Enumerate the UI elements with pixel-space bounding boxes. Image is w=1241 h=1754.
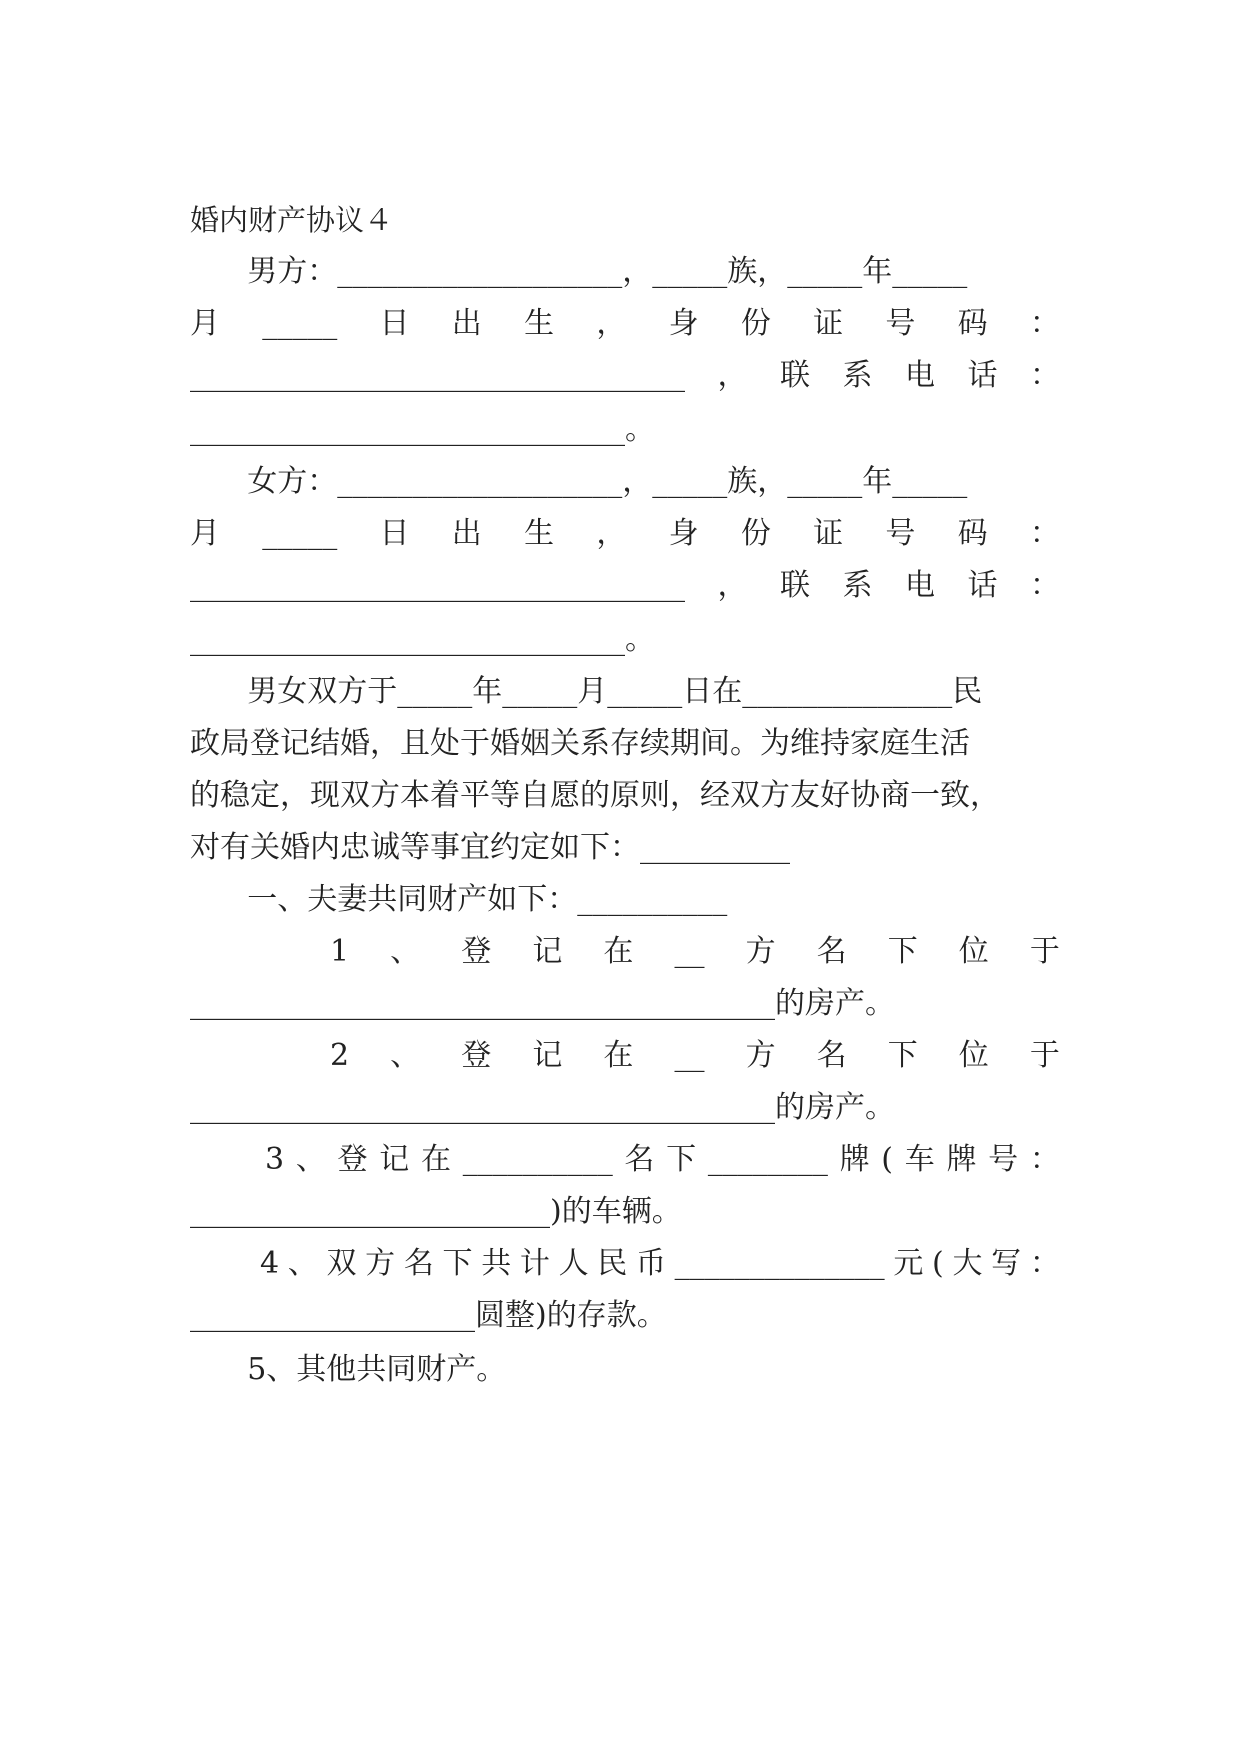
text-token: ( bbox=[932, 1246, 944, 1281]
text-token: _________________________________ bbox=[190, 358, 685, 393]
item-2-continued: _______________________________________的房产。 bbox=[190, 1090, 895, 1125]
text-token: ： bbox=[1029, 1246, 1060, 1281]
text-token: 份 bbox=[740, 516, 771, 551]
text-token: 名 bbox=[624, 1142, 655, 1177]
text-token: 话 bbox=[967, 358, 998, 393]
text-token: __ bbox=[674, 1038, 705, 1073]
text-token: 名 bbox=[816, 1038, 847, 1073]
female-party-line-2 bbox=[190, 514, 1060, 554]
item-3-line bbox=[265, 1140, 1060, 1180]
text-token: ： bbox=[1029, 1142, 1060, 1177]
text-token: 于 bbox=[1029, 934, 1060, 969]
text-token: _________________________________ bbox=[190, 568, 685, 603]
text-token: 在 bbox=[603, 1038, 634, 1073]
marriage-line-2: 政局登记结婚，且处于婚姻关系存续期间。为维持家庭生活 bbox=[190, 726, 970, 761]
text-token: ______________ bbox=[674, 1246, 885, 1281]
text-token: 下 bbox=[666, 1142, 697, 1177]
text-token: 元 bbox=[893, 1246, 924, 1281]
text-token: 于 bbox=[1029, 1038, 1060, 1073]
text-token: 名 bbox=[816, 934, 847, 969]
text-token: 下 bbox=[887, 1038, 918, 1073]
text-token: 大 bbox=[952, 1246, 983, 1281]
text-token: ： bbox=[1030, 358, 1060, 393]
text-token: 联 bbox=[780, 358, 810, 393]
text-token: 双 bbox=[326, 1246, 357, 1281]
text-token: __ bbox=[674, 934, 705, 969]
text-token: 计 bbox=[519, 1246, 550, 1281]
text-token: ： bbox=[1029, 306, 1060, 341]
text-token: 下 bbox=[887, 934, 918, 969]
text-token: 车 bbox=[904, 1142, 935, 1177]
text-token: 民 bbox=[597, 1246, 628, 1281]
document-title: 婚内财产协议４ bbox=[190, 203, 394, 237]
female-party-line-3 bbox=[190, 566, 1060, 606]
text-token: 生 bbox=[524, 306, 555, 341]
text-token: ________ bbox=[707, 1142, 828, 1177]
item-1-line bbox=[330, 932, 1060, 972]
text-token: 联 bbox=[780, 568, 810, 603]
text-token: ( bbox=[881, 1142, 893, 1177]
text-token: 记 bbox=[532, 934, 563, 969]
text-token: 生 bbox=[524, 516, 555, 551]
text-token: 名 bbox=[403, 1246, 434, 1281]
text-token: 人 bbox=[558, 1246, 589, 1281]
text-token: 、 bbox=[287, 1246, 318, 1281]
text-token: 、 bbox=[390, 1038, 421, 1073]
text-token: 币 bbox=[635, 1246, 666, 1281]
text-token: 写 bbox=[991, 1246, 1022, 1281]
text-token: _____ bbox=[262, 516, 338, 551]
female-party-line-1: 女方：___________________，_____族，_____年_____ bbox=[190, 464, 968, 499]
text-token: 份 bbox=[740, 306, 771, 341]
text-token: 登 bbox=[337, 1142, 368, 1177]
male-party-line-3 bbox=[190, 356, 1060, 396]
text-token: 位 bbox=[958, 934, 989, 969]
text-token: 牌 bbox=[946, 1142, 977, 1177]
item-4-line bbox=[260, 1244, 1060, 1284]
text-token: 3 bbox=[265, 1142, 285, 1177]
male-party-line-1: 男方：___________________，_____族，_____年_____ bbox=[190, 254, 968, 289]
text-token: 号 bbox=[885, 516, 916, 551]
text-token: 身 bbox=[668, 306, 699, 341]
text-token: 身 bbox=[668, 516, 699, 551]
text-token: 记 bbox=[379, 1142, 410, 1177]
text-token: 1 bbox=[330, 934, 350, 969]
text-token: 日 bbox=[379, 306, 410, 341]
text-token: 电 bbox=[905, 358, 935, 393]
text-token: 出 bbox=[451, 306, 482, 341]
marriage-line-1: 男女双方于_____年_____月_____日在______________民 bbox=[190, 674, 983, 709]
marriage-line-4: 对有关婚内忠诚等事宜约定如下：__________ bbox=[190, 830, 790, 865]
text-token: 在 bbox=[603, 934, 634, 969]
text-token: ： bbox=[1029, 516, 1060, 551]
text-token: _____ bbox=[262, 306, 338, 341]
text-token: 、 bbox=[390, 934, 421, 969]
text-token: 记 bbox=[532, 1038, 563, 1073]
text-token: ， bbox=[717, 568, 748, 603]
text-token: 方 bbox=[365, 1246, 396, 1281]
text-token: 出 bbox=[451, 516, 482, 551]
text-token: 共 bbox=[481, 1246, 512, 1281]
text-token: 系 bbox=[842, 358, 873, 393]
text-token: 月 bbox=[190, 306, 220, 341]
text-token: 月 bbox=[190, 516, 220, 551]
male-party-line-4: _____________________________。 bbox=[190, 412, 655, 447]
text-token: 位 bbox=[958, 1038, 989, 1073]
text-token: ： bbox=[1030, 568, 1060, 603]
item-3-continued: ________________________)的车辆。 bbox=[190, 1194, 682, 1229]
male-party-line-2 bbox=[190, 304, 1060, 344]
text-token: __________ bbox=[462, 1142, 613, 1177]
marriage-line-3: 的稳定，现双方本着平等自愿的原则，经双方友好协商一致， bbox=[190, 778, 1000, 813]
text-token: ， bbox=[596, 516, 627, 551]
text-token: 码 bbox=[957, 516, 988, 551]
item-2-line bbox=[330, 1036, 1060, 1076]
text-token: 方 bbox=[745, 934, 776, 969]
item-5-line: 5、其他共同财产。 bbox=[190, 1352, 507, 1387]
text-token: ， bbox=[717, 358, 748, 393]
text-token: 4 bbox=[260, 1246, 280, 1281]
text-token: 证 bbox=[813, 516, 844, 551]
text-token: 号 bbox=[885, 306, 916, 341]
text-token: 登 bbox=[461, 1038, 492, 1073]
section-1-heading: 一、夫妻共同财产如下：__________ bbox=[190, 882, 728, 917]
item-1-continued: _______________________________________的房产。 bbox=[190, 986, 895, 1021]
text-token: 电 bbox=[905, 568, 935, 603]
text-token: 下 bbox=[442, 1246, 473, 1281]
text-token: 在 bbox=[420, 1142, 451, 1177]
female-party-line-4: _____________________________。 bbox=[190, 622, 655, 657]
item-4-continued: ___________________圆整)的存款。 bbox=[190, 1298, 667, 1333]
text-token: 系 bbox=[842, 568, 873, 603]
text-token: 登 bbox=[461, 934, 492, 969]
text-token: 日 bbox=[379, 516, 410, 551]
text-token: 2 bbox=[330, 1038, 350, 1073]
text-token: ， bbox=[596, 306, 627, 341]
text-token: 话 bbox=[967, 568, 998, 603]
text-token: 、 bbox=[295, 1142, 326, 1177]
text-token: 号 bbox=[988, 1142, 1019, 1177]
text-token: 码 bbox=[957, 306, 988, 341]
text-token: 证 bbox=[813, 306, 844, 341]
text-token: 方 bbox=[745, 1038, 776, 1073]
text-token: 牌 bbox=[839, 1142, 870, 1177]
